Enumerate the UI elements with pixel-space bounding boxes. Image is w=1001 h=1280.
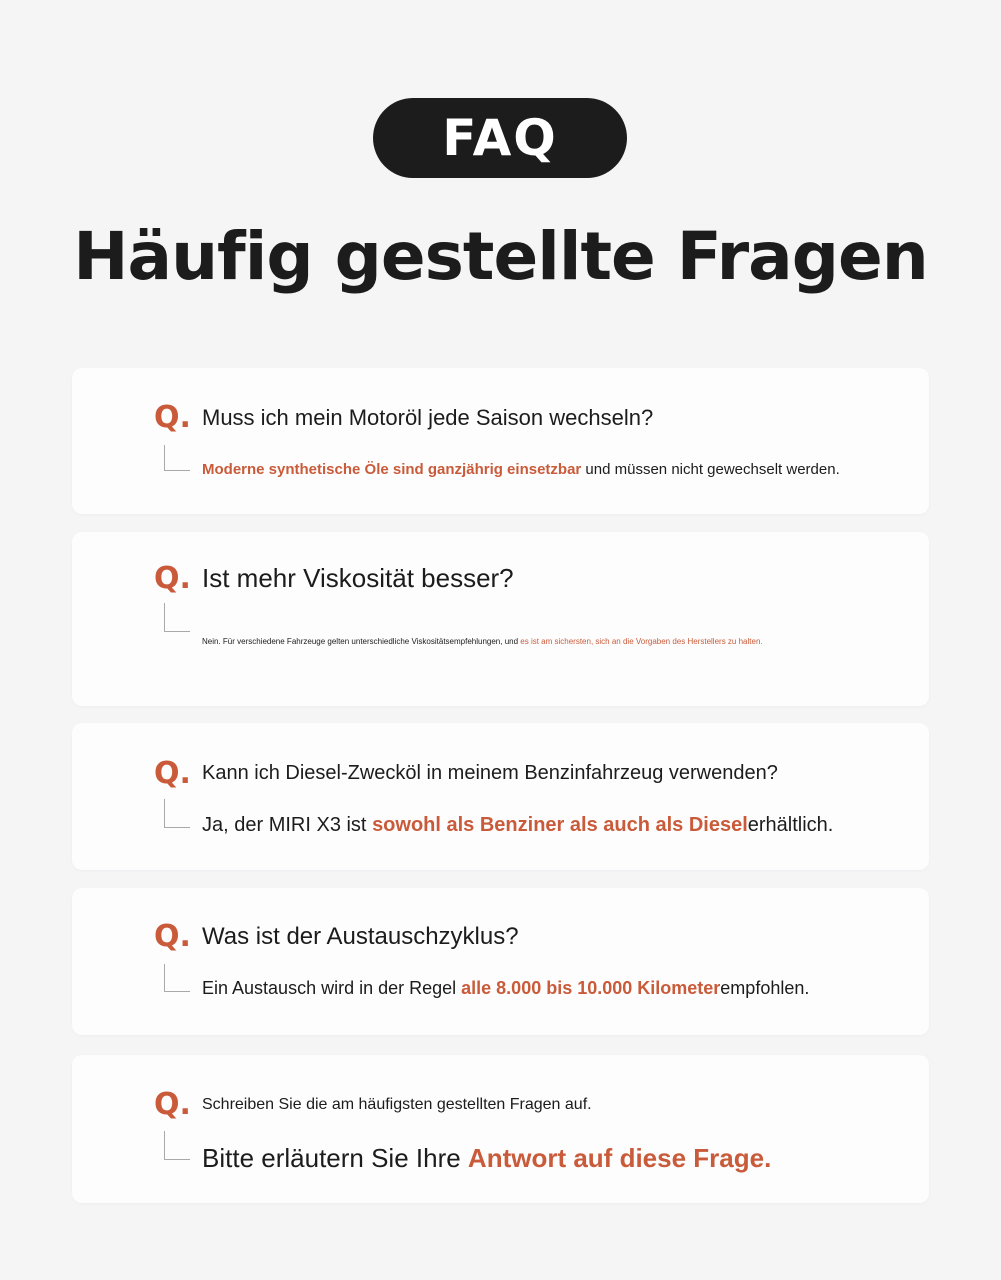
answer-text	[202, 814, 909, 837]
faq-badge-label: FAQ	[442, 109, 558, 167]
answer-connector	[164, 964, 190, 992]
answer-text	[202, 978, 909, 999]
question-text: Was ist der Austauschzyklus?	[202, 923, 519, 950]
answer-text	[202, 637, 909, 646]
answer-connector	[164, 1131, 190, 1160]
answer-highlight: Moderne synthetische Öle sind ganzjährig einsetzbar	[202, 461, 582, 478]
answer-connector	[164, 799, 190, 828]
answer-lead: Nein. Für verschiedene Fahrzeuge gelten unterschiedliche Viskositätsempfehlungen, und	[202, 637, 521, 646]
faq-card-2[interactable]	[72, 532, 929, 706]
page-title: Häufig gestellte Fragen	[73, 218, 928, 295]
faq-card-1[interactable]	[72, 368, 929, 514]
faq-badge	[373, 98, 627, 178]
answer-tail: und müssen nicht gewechselt werden.	[581, 461, 840, 478]
answer-text	[202, 1143, 909, 1174]
answer-highlight: es ist am sichersten, sich an die Vorgaben des Herstellers zu halten.	[520, 637, 763, 646]
answer-connector	[164, 445, 190, 471]
answer-tail: empfohlen.	[720, 978, 810, 998]
answer-highlight: alle 8.000 bis 10.000 Kilometer	[461, 978, 721, 998]
question-marker: Q.	[154, 919, 191, 954]
answer-lead: Bitte erläutern Sie Ihre	[202, 1143, 468, 1173]
answer-lead: Ja, der MIRI X3 ist	[202, 814, 373, 836]
faq-card-4[interactable]	[72, 888, 929, 1035]
question-text: Muss ich mein Motoröl jede Saison wechseln?	[202, 405, 654, 430]
question-text: Kann ich Diesel-Zwecköl in meinem Benzinfahrzeug verwenden?	[202, 762, 778, 784]
answer-text	[202, 461, 909, 478]
question-marker: Q.	[154, 400, 191, 435]
faq-card-3[interactable]	[72, 723, 929, 870]
question-text: Ist mehr Viskosität besser?	[202, 563, 514, 593]
faq-card-5[interactable]	[72, 1055, 929, 1203]
question-text: Schreiben Sie die am häufigsten gestellten Fragen auf.	[202, 1096, 592, 1113]
question-marker: Q.	[154, 756, 191, 791]
answer-connector	[164, 603, 190, 632]
answer-highlight: sowohl als Benziner als auch als Diesel	[372, 814, 748, 836]
answer-highlight: Antwort auf diese Frage.	[467, 1143, 772, 1173]
question-marker: Q.	[154, 1087, 191, 1122]
answer-tail: erhältlich.	[747, 814, 834, 836]
question-marker: Q.	[154, 561, 191, 596]
answer-lead: Ein Austausch wird in der Regel	[202, 978, 462, 998]
